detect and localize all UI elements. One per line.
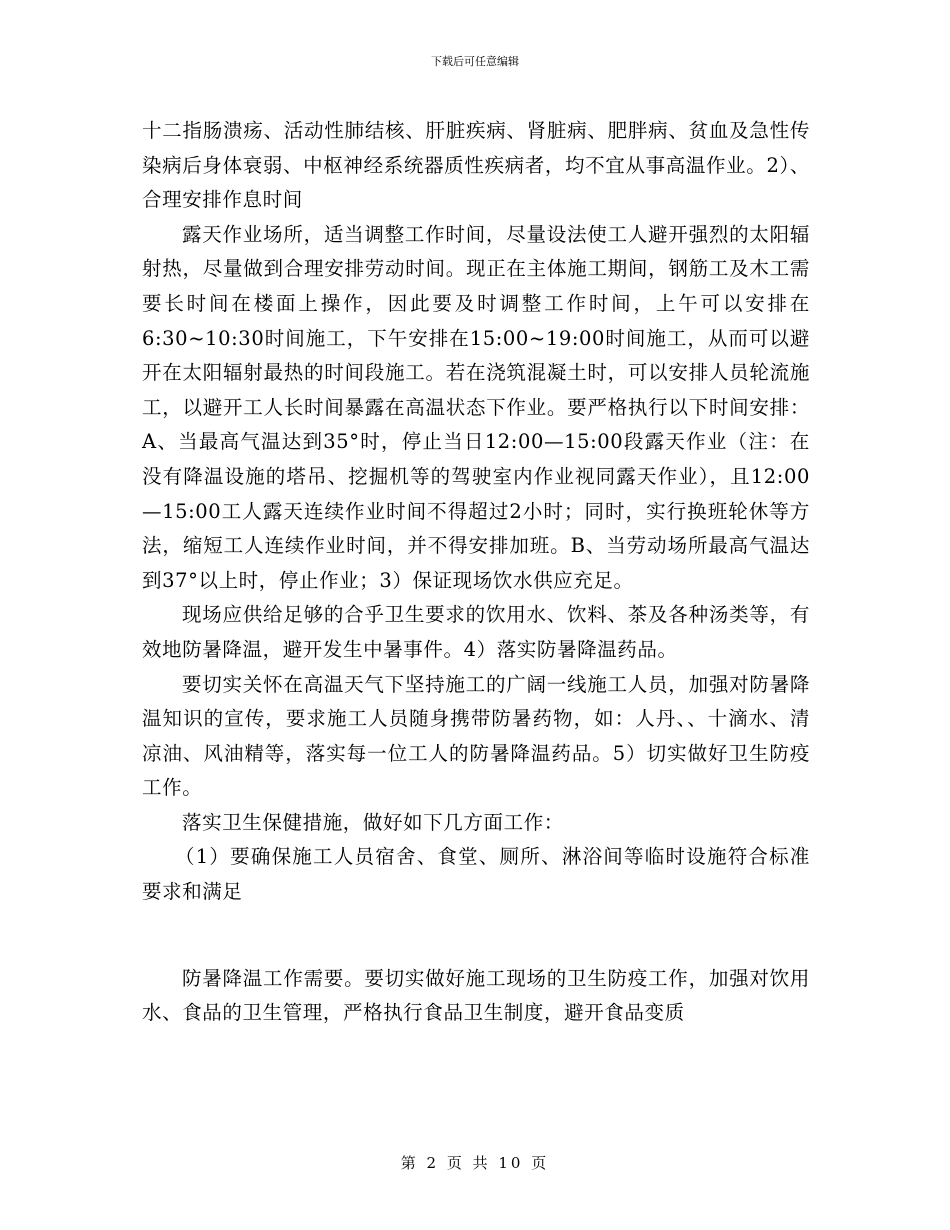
page-number-footer: 第 2 页 共 10 页 bbox=[400, 1154, 550, 1172]
paragraph-2: 露天作业场所，适当调整工作时间，尽量设法使工人避开强烈的太阳辐射热，尽量做到合理安排劳动时间。现正在主体施工期间，钢筋工及木工需要长时间在楼面上操作，因此要及时调整工作时间，上午可以安排在6:30~10:30时间施工，下午安排在15:00~19:00时间施工，从而可以避开在太阳辐射最热的时间段施工。若在浇筑混凝土时，可以安排人员轮流施工，以避开工人长时间暴露在高温状态下作业。要严格执行以下时间安排：A、当最高气温达到35°时，停止当日12:00—15:00段露天作业（注：在没有降温设施的塔吊、挖掘机等的驾驶室内作业视同露天作业），且12:00—15:00工人露天连续作业时间不得超过2小时；同时，实行换班轮休等方法，缩短工人连续作业时间，并不得安排加班。B、当劳动场所最高气温达到37°以上时，停止作业；3）保证现场饮水供应充足。 bbox=[142, 222, 810, 592]
paragraph-5: 落实卫生保健措施，做好如下几方面工作： bbox=[182, 810, 564, 834]
paragraph-1: 十二指肠溃疡、活动性肺结核、肝脏疾病、肾脏病、肥胖病、贫血及急性传染病后身体衰弱、中枢神经系统器质性疾病者，均不宜从事高温作业。2）、合理安排作息时间 bbox=[142, 119, 810, 212]
paragraph-gap bbox=[142, 910, 810, 962]
paragraph-3: 现场应供给足够的合乎卫生要求的饮用水、饮料、茶及各种汤类等，有效地防暑降温，避开发生中暑事件。4）落实防暑降温药品。 bbox=[142, 603, 810, 661]
document-body bbox=[142, 114, 810, 1031]
paragraph-7: 防暑降温工作需要。要切实做好施工现场的卫生防疫工作，加强对饮用水、食品的卫生管理，严格执行食品卫生制度，避开食品变质 bbox=[142, 966, 810, 1025]
page-header: 下载后可任意编辑 bbox=[431, 55, 519, 68]
paragraph-4: 要切实关怀在高温天气下坚持施工的广阔一线施工人员，加强对防暑降温知识的宣传，要求施工人员随身携带防暑药物，如：人丹、、十滴水、清凉油、风油精等，落实每一位工人的防暑降温药品。5）切实做好卫生防疫工作。 bbox=[142, 672, 810, 800]
paragraph-6: （1）要确保施工人员宿舍、食堂、厕所、淋浴间等临时设施符合标准要求和满足 bbox=[142, 845, 810, 904]
